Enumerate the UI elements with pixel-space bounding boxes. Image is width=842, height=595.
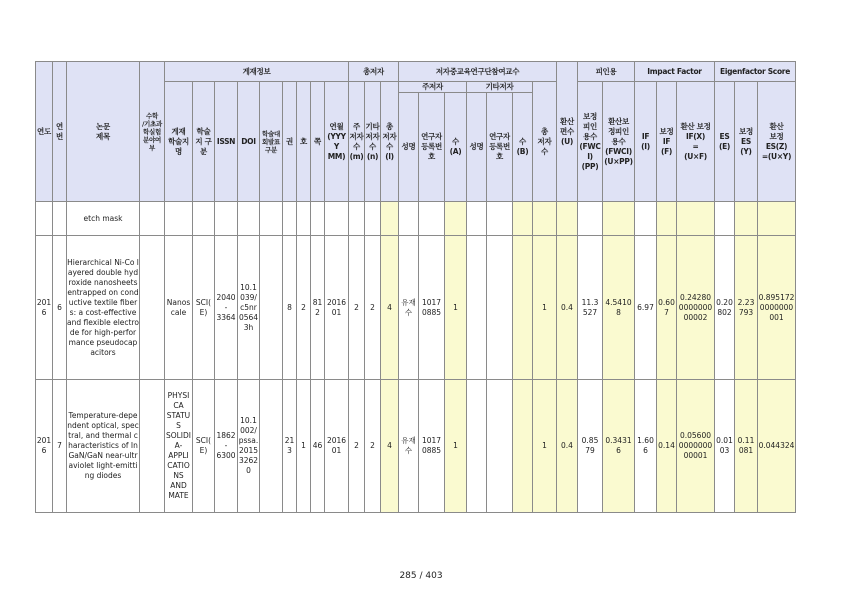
cell-seq: 6 [53,236,67,380]
group-main-author-header: 주저자 [399,82,467,93]
cell-page: 81 2 [311,236,325,380]
cell-main-reg: 1017 0885 [419,380,445,513]
cell-title: Temperature-dependent optical, spectral, and thermal characteristics of InGaN/GaN near-ultraviolet light-emitting diodes [67,380,140,513]
cell-fwci: 11.3 527 [578,236,603,380]
col-other-reg-header: 연구자 등록번 호 [487,93,513,202]
col-seq-header: 연번 [53,62,67,202]
cell-yearmonth: 2016 01 [325,380,349,513]
cell-journal: PHYSI CA STATU S SOLIDI A- APPLI CATIO NS AND MATE [165,380,193,513]
cell-math [140,202,165,236]
cell-other-n: 2 [365,236,381,380]
col-main-cnt-header: 수 (A) [445,93,467,202]
cell-seq [53,202,67,236]
cell-jtype: SCI( E) [193,380,215,513]
cell-es: 0.01 03 [715,380,735,513]
cell-other-reg [487,202,513,236]
cell-vol: 8 [283,236,297,380]
cell-math [140,236,165,380]
cell-other-cnt [513,380,533,513]
cell-es-adj [735,202,758,236]
cell-other-name [467,236,487,380]
cell-yearmonth [325,202,349,236]
cell-if [635,202,657,236]
cell-other-name [467,202,487,236]
cell-main-name: 유재 수 [399,380,419,513]
cell-conv-count: 0.4 [557,380,578,513]
cell-other-n [365,202,381,236]
cell-main-cnt: 1 [445,380,467,513]
cell-main-n: 2 [349,380,365,513]
research-output-table [35,61,796,513]
col-es-header: ES (E) [715,82,735,202]
cell-fwci [578,202,603,236]
cell-doi: 10.1 002/ pssa. 2015 3262 0 [238,380,260,513]
cell-main-n: 2 [349,236,365,380]
cell-fac-total [533,202,557,236]
col-jtype-header: 학술 지 구 분 [193,82,215,202]
col-other-name-header: 성명 [467,93,487,202]
cell-es-conv [758,202,796,236]
cell-if-adj: 0.14 [657,380,677,513]
cell-no: 2 [297,236,311,380]
group-authors-header: 총저자 [349,62,399,82]
cell-other-cnt [513,202,533,236]
cell-journal: Nanos cale [165,236,193,380]
cell-fwci: 0.85 79 [578,380,603,513]
cell-math [140,380,165,513]
cell-other-cnt [513,236,533,380]
cell-jtype: SCI( E) [193,236,215,380]
col-if-conv-header: 환산 보정 IF(X) = (U×F) [677,82,715,202]
cell-es: 0.20 802 [715,236,735,380]
col-issn-header: ISSN [215,82,238,202]
cell-issn: 2040 - 3364 [215,236,238,380]
col-no-header: 호 [297,82,311,202]
col-vol-header: 권 [283,82,297,202]
cell-issn: 1862 - 6300 [215,380,238,513]
col-total-n-header: 총 저자 수 (l) [381,82,399,202]
cell-total-n: 4 [381,236,399,380]
cell-seq: 7 [53,380,67,513]
cell-year: 201 6 [36,380,53,513]
col-other-cnt-header: 수 (B) [513,93,533,202]
cell-main-reg [419,202,445,236]
cell-kci [260,202,283,236]
cell-es [715,202,735,236]
cell-es-conv: 0.895172 0000000 001 [758,236,796,380]
col-yearmonth-header: 연월 (YYYY MM) [325,82,349,202]
cell-doi: 10.1 039/ c5nr 0564 3h [238,236,260,380]
cell-main-name [399,202,419,236]
cell-kci [260,380,283,513]
group-citation-header: 피인용 [578,62,635,82]
cell-if-adj [657,202,677,236]
cell-conv-fwci [603,202,635,236]
col-if-adj-header: 보정 IF (F) [657,82,677,202]
col-es-conv-header: 환산 보정 ES(Z) =(U×Y) [758,82,796,202]
group-other-author-header: 기타저자 [467,82,533,93]
cell-conv-fwci: 4.5410 8 [603,236,635,380]
cell-journal [165,202,193,236]
col-fac-total-header: 총 저자 수 [533,82,557,202]
page-number: 285 / 403 [399,571,443,581]
cell-if-adj: 0.60 7 [657,236,677,380]
cell-other-name [467,380,487,513]
cell-es-conv: 0.044324 [758,380,796,513]
cell-other-reg [487,380,513,513]
group-publication-header: 게재정보 [165,62,349,82]
group-faculty-header: 저자중교육연구단참여교수 [399,62,557,82]
cell-if: 6.97 [635,236,657,380]
cell-if: 1.60 6 [635,380,657,513]
cell-fac-total: 1 [533,380,557,513]
cell-doi [238,202,260,236]
table-row [36,236,796,380]
cell-other-reg [487,236,513,380]
cell-yearmonth: 2016 01 [325,236,349,380]
col-year-header: 연도 [36,62,53,202]
cell-if-conv: 0.24280 0000000 00002 [677,236,715,380]
cell-issn [215,202,238,236]
col-conv-count-header: 환산 편수 (U) [557,62,578,202]
col-doi-header: DOI [238,82,260,202]
cell-total-n [381,202,399,236]
cell-conv-count [557,202,578,236]
cell-total-n: 4 [381,380,399,513]
col-es-adj-header: 보정 ES (Y) [735,82,758,202]
cell-es-adj: 2.23 793 [735,236,758,380]
table-row [36,202,796,236]
cell-page: 46 [311,380,325,513]
cell-es-adj: 0.11 081 [735,380,758,513]
cell-year [36,202,53,236]
cell-main-reg: 1017 0885 [419,236,445,380]
cell-main-cnt: 1 [445,236,467,380]
col-main-reg-header: 연구자 등록번 호 [419,93,445,202]
col-kci-header: 학술대 회발표 구분 [260,82,283,202]
cell-page [311,202,325,236]
cell-jtype [193,202,215,236]
cell-vol: 21 3 [283,380,297,513]
cell-if-conv: 0.05600 0000000 00001 [677,380,715,513]
col-fwci-header: 보정 피인 용수 (FWC I) (PP) [578,82,603,202]
col-if-header: IF (I) [635,82,657,202]
cell-main-cnt [445,202,467,236]
col-other-n-header: 기타 저자 수 (n) [365,82,381,202]
cell-main-name: 유재 수 [399,236,419,380]
col-page-header: 쪽 [311,82,325,202]
cell-conv-count: 0.4 [557,236,578,380]
group-if-header: Impact Factor [635,62,715,82]
cell-other-n: 2 [365,380,381,513]
cell-kci [260,236,283,380]
cell-title: etch mask [67,202,140,236]
cell-title: Hierarchical Ni-Co layered double hydroxide nanosheets entrapped on conductive textile fibers: a cost-effective and flexible electrode for high-performance pseudocapacitors [67,236,140,380]
cell-if-conv [677,202,715,236]
cell-no [297,202,311,236]
col-conv-fwci-header: 환산보 정피인 용수 (FWCI) (U×PP) [603,82,635,202]
group-es-header: Eigenfactor Score [715,62,796,82]
cell-vol [283,202,297,236]
cell-year: 201 6 [36,236,53,380]
col-journal-header: 게재 학술지 명 [165,82,193,202]
col-main-name-header: 성명 [399,93,419,202]
cell-no: 1 [297,380,311,513]
col-title-header: 논문 제목 [67,62,140,202]
table-row [36,380,796,513]
cell-main-n [349,202,365,236]
col-math-header: 수학 /기초과 학실험 분야여 부 [140,62,165,202]
cell-fac-total: 1 [533,236,557,380]
cell-conv-fwci: 0.3431 6 [603,380,635,513]
col-main-n-header: 주 저자 수 (m) [349,82,365,202]
